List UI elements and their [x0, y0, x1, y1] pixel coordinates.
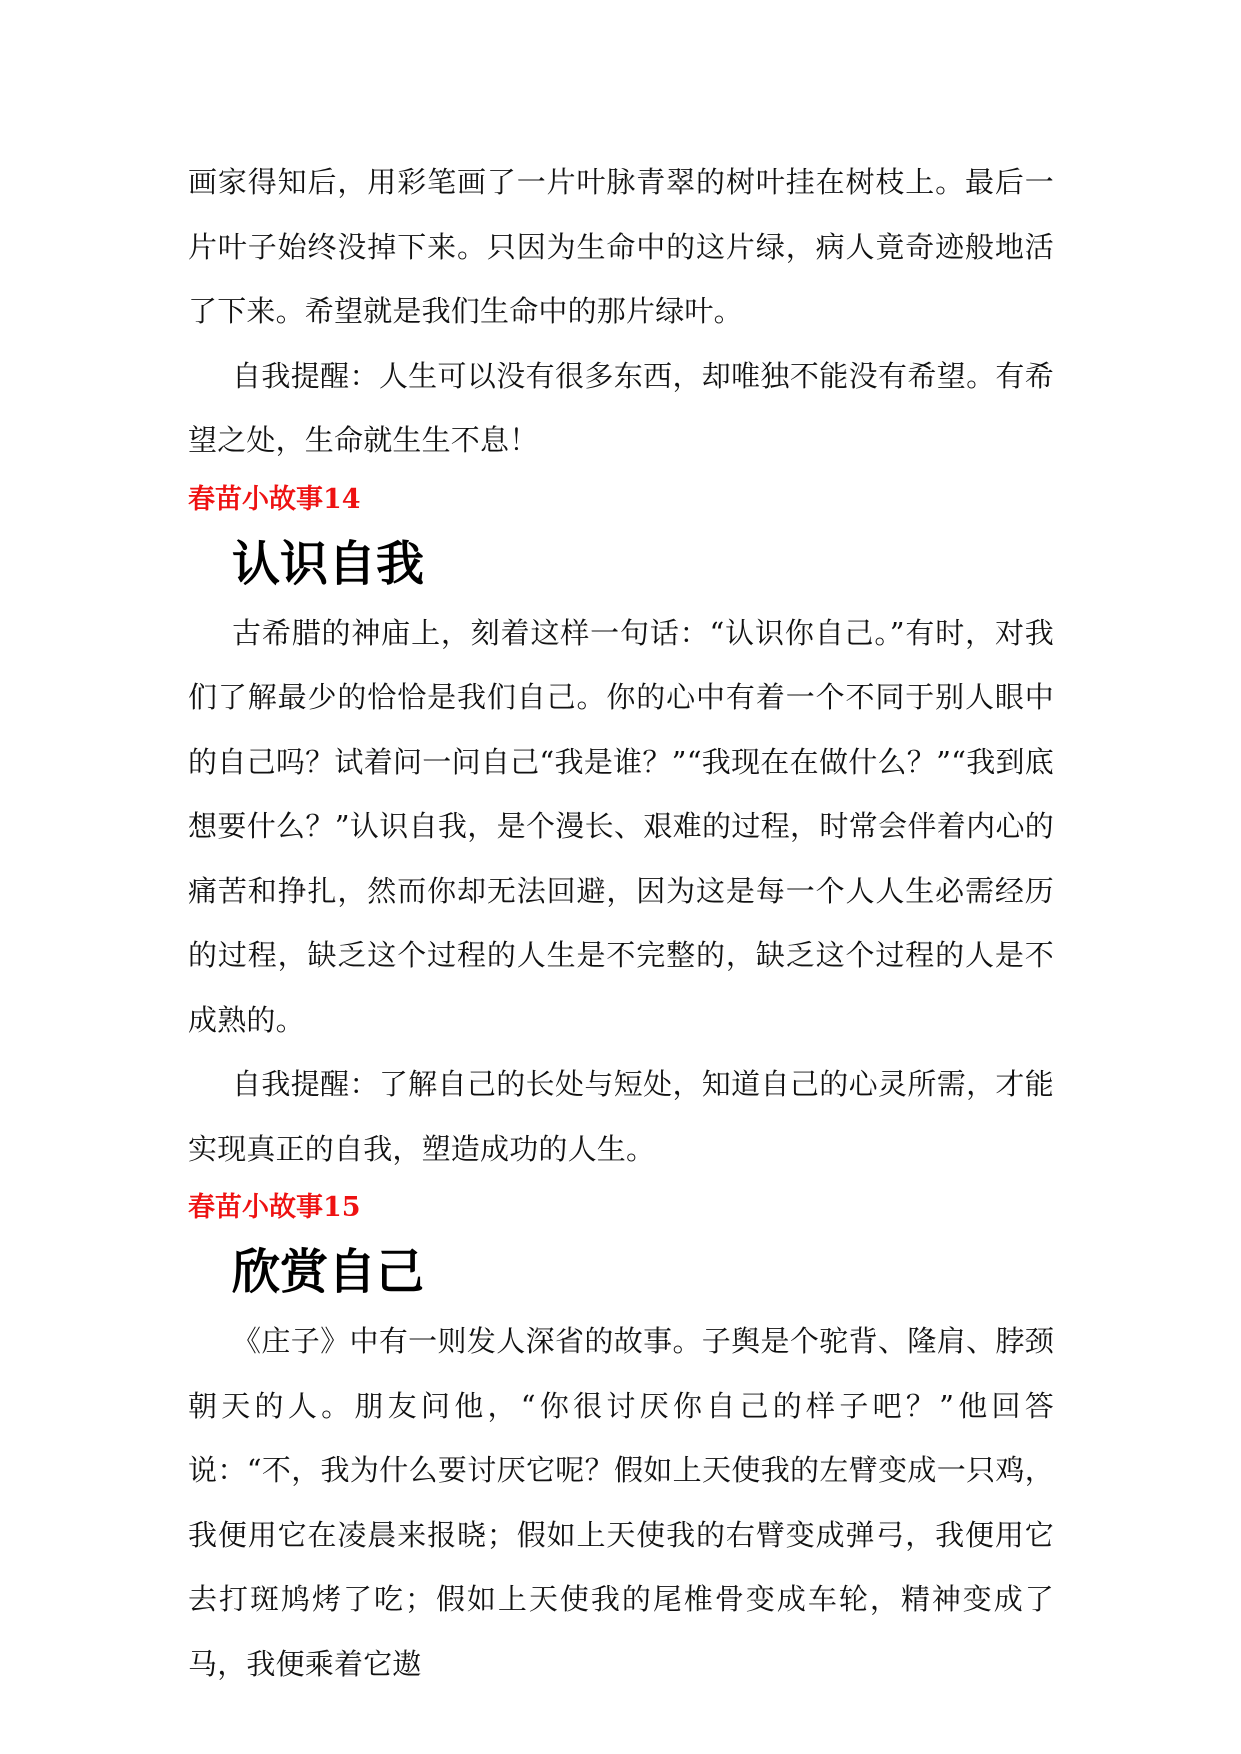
document-content — [188, 150, 1054, 1696]
story-body: 《庄子》中有一则发人深省的故事。子舆是个驼背、隆肩、脖颈朝天的人。朋友问他，“你很讨厌你自己的样子吧？”他回答说：“不，我为什么要讨厌它呢？假如上天使我的左臂变成一只鸡，我便用它在凌晨来报晓；假如上天使我的右臂变成弹弓，我便用它去打斑鸠烤了吃；假如上天使我的尾椎骨变成车轮，精神变成了马，我便乘着它遨 — [188, 1324, 1054, 1681]
story-title: 认识自我 — [232, 535, 425, 592]
story-label: 春苗小故事14 — [188, 483, 361, 515]
intro-reminder: 自我提醒：人生可以没有很多东西，却唯独不能没有希望。有希望之处，生命就生生不息！ — [188, 358, 1054, 457]
story-reminder: 自我提醒：了解自己的长处与短处，知道自己的心灵所需，才能实现真正的自我，塑造成功的人生。 — [188, 1067, 1054, 1166]
story-body: 古希腊的神庙上，刻着这样一句话：“认识你自己。”有时，对我们了解最少的恰恰是我们自己。你的心中有着一个不同于别人眼中的自己吗？试着问一问自己“我是谁？”“我现在在做什么？”“我到底想要什么？”认识自我，是个漫长、艰难的过程，时常会伴着内心的痛苦和挣扎，然而你却无法回避，因为这是每一个人人生必需经历的过程，缺乏这个过程的人生是不完整的，缺乏这个过程的人是不成熟的。 — [188, 615, 1054, 1037]
story-title: 欣赏自己 — [232, 1244, 425, 1300]
intro-paragraph: 画家得知后，用彩笔画了一片叶脉青翠的树叶挂在树枝上。最后一片叶子始终没掉下来。只因为生命中的这片绿，病人竟奇迹般地活了下来。希望就是我们生命中的那片绿叶。 — [188, 165, 1054, 328]
story-label: 春苗小故事15 — [188, 1192, 361, 1223]
